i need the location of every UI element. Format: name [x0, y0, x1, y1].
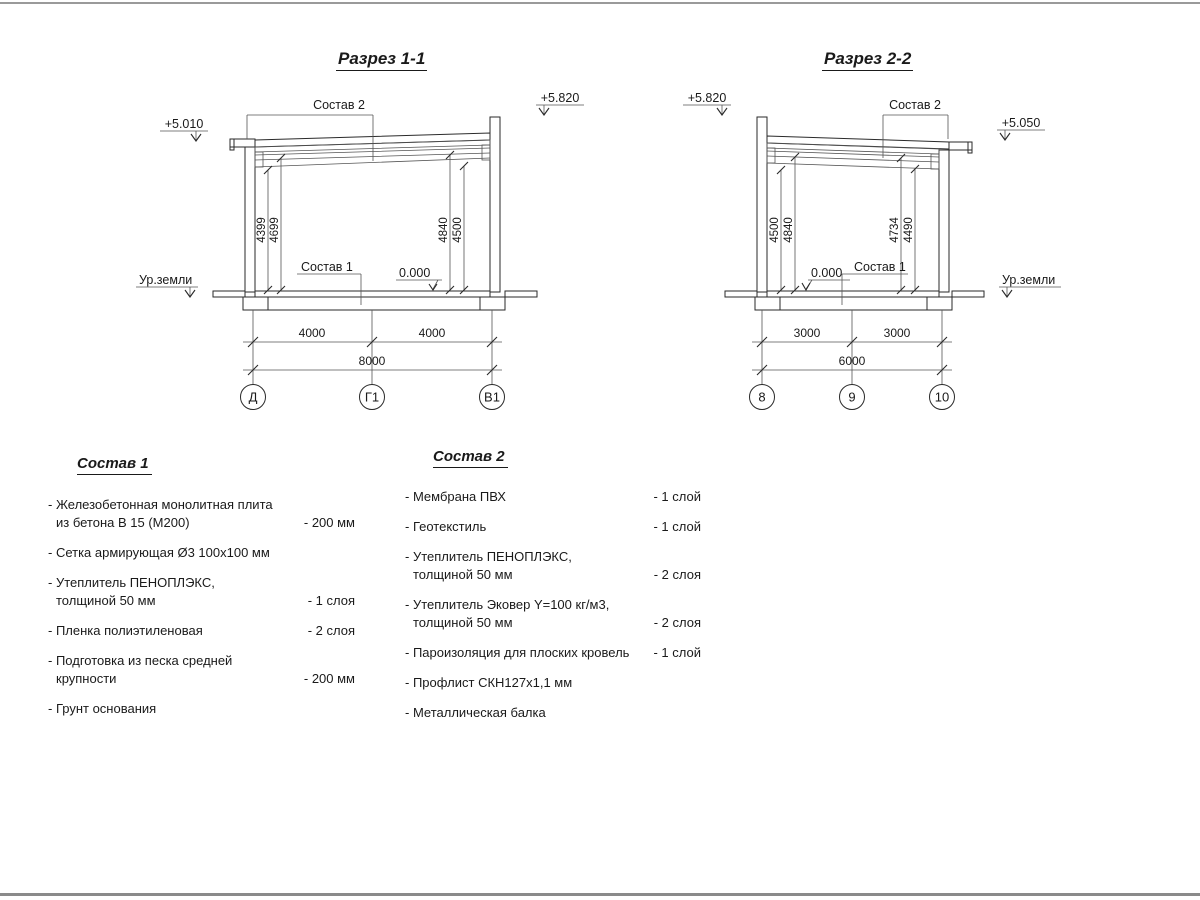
composition-1-list	[48, 455, 355, 730]
ground-strip-left	[213, 291, 245, 297]
axis-label: Г1	[364, 389, 380, 405]
roof-beams	[767, 151, 939, 169]
material-item	[405, 518, 701, 536]
elevation-label: +5.050	[1001, 116, 1041, 130]
drip-edge	[230, 139, 234, 150]
material-item	[48, 496, 355, 532]
comp1-callout	[297, 260, 361, 305]
material-name: - Сетка армирующая Ø3 100х100 мм	[48, 545, 270, 560]
material-qty: - 200 мм	[303, 671, 355, 686]
material-item	[405, 548, 701, 584]
eave-right	[949, 142, 972, 150]
floor-screed	[255, 291, 490, 297]
axis-label: 9	[848, 389, 856, 405]
material-item	[405, 644, 701, 662]
material-item	[405, 596, 701, 632]
elevation-left	[683, 91, 731, 115]
roof-screed	[255, 133, 490, 147]
comp2-label: Состав 2	[313, 98, 365, 112]
dim-label: 4490	[903, 217, 915, 243]
material-name: толщиной 50 мм	[413, 615, 513, 630]
zero-label: 0.000	[811, 266, 843, 280]
zero-level-mark	[802, 266, 850, 290]
comp1-label: Состав 1	[854, 260, 906, 274]
material-name: - Пароизоляция для плоских кровель	[405, 645, 630, 660]
material-name: - Подготовка из песка средней	[48, 653, 233, 668]
material-name: толщиной 50 мм	[56, 593, 156, 608]
wall-left-parapet	[757, 117, 767, 292]
ground-strip-right	[505, 291, 537, 297]
dim-label: 4500	[769, 217, 781, 243]
composition-2-heading: Состав 2	[433, 448, 508, 468]
dim-label: 4840	[438, 217, 450, 243]
wall-left	[245, 147, 255, 292]
material-name: - Металлическая балка	[405, 705, 546, 720]
elevation-right	[997, 116, 1045, 140]
ground-strip-right	[952, 291, 984, 297]
material-item	[48, 544, 355, 562]
material-name: толщиной 50 мм	[413, 567, 513, 582]
elevation-right	[536, 91, 584, 115]
material-qty: - 1 слоя	[307, 593, 355, 608]
material-item	[48, 574, 355, 610]
axis-bubbles	[750, 385, 955, 410]
bottom-dimensions	[752, 310, 952, 384]
material-qty: - 1 слой	[653, 519, 701, 534]
material-qty: - 2 слоя	[653, 615, 701, 630]
axis-label: 8	[758, 389, 766, 405]
zero-label: 0.000	[399, 266, 431, 280]
dim-label: 3000	[883, 326, 911, 340]
footing-left	[243, 297, 268, 310]
dim-label: 4000	[298, 326, 326, 340]
zero-level-mark	[396, 266, 442, 290]
material-item	[48, 700, 355, 718]
wall-right-parapet	[490, 117, 500, 292]
material-qty: - 2 слоя	[653, 567, 701, 582]
material-name: - Утеплитель ПЕНОПЛЭКС,	[48, 575, 215, 590]
dim-label: 3000	[793, 326, 821, 340]
material-name: - Утеплитель Эковер Y=100 кг/м3,	[405, 597, 610, 612]
floor-slab	[243, 297, 505, 310]
comp1-label: Состав 1	[301, 260, 353, 274]
footing-right	[927, 297, 952, 310]
material-name: из бетона В 15 (М200)	[56, 515, 190, 530]
axis-label: 10	[934, 389, 950, 405]
drip-edge	[968, 142, 972, 153]
dim-label: 6000	[838, 354, 866, 368]
roof-deck	[255, 140, 490, 152]
footing-left	[755, 297, 780, 310]
section-1-drawing	[136, 91, 584, 410]
elevation-left	[160, 117, 208, 141]
dim-label: 4840	[783, 217, 795, 243]
dim-label: 4734	[889, 217, 901, 243]
floor-slab	[755, 297, 952, 310]
material-name: - Профлист СКН127х1,1 мм	[405, 675, 573, 690]
ground-level-mark	[999, 273, 1061, 297]
material-name: - Железобетонная монолитная плита	[48, 497, 273, 512]
material-name: - Грунт основания	[48, 701, 157, 716]
material-qty: - 200 мм	[303, 515, 355, 530]
axis-label: В1	[484, 389, 500, 405]
material-item	[405, 674, 701, 692]
material-item	[48, 622, 355, 640]
material-name: - Геотекстиль	[405, 519, 487, 534]
material-qty: - 1 слой	[653, 645, 701, 660]
dim-label: 4699	[269, 217, 281, 243]
section-1-title: Разрез 1-1	[336, 49, 427, 71]
elevation-label: +5.820	[540, 91, 580, 105]
comp1-callout	[842, 260, 908, 305]
comp2-label: Состав 2	[889, 98, 941, 112]
dim-label: 8000	[358, 354, 386, 368]
wall-right	[939, 150, 949, 292]
dim-label: 4000	[418, 326, 446, 340]
dim-label: 4399	[256, 217, 268, 243]
corbel-left	[767, 148, 775, 163]
section-2-drawing	[683, 91, 1061, 410]
ground-label: Ур.земли	[1002, 273, 1056, 287]
material-item	[48, 652, 355, 688]
material-qty: - 2 слоя	[307, 623, 355, 638]
ground-strip-left	[725, 291, 757, 297]
roof-screed	[767, 136, 949, 149]
material-name: - Утеплитель ПЕНОПЛЭКС,	[405, 549, 572, 564]
material-name: - Пленка полиэтиленовая	[48, 623, 203, 638]
ground-label: Ур.земли	[139, 273, 193, 287]
ground-level-mark	[136, 273, 198, 297]
roof-deck	[767, 143, 939, 154]
section-2-title: Разрез 2-2	[822, 49, 913, 71]
composition-1-heading: Состав 1	[77, 455, 152, 475]
material-item	[405, 488, 701, 506]
footing-right	[480, 297, 505, 310]
material-name: крупности	[56, 671, 117, 686]
material-item	[405, 704, 701, 722]
elevation-label: +5.820	[687, 91, 727, 105]
bottom-dimensions	[243, 310, 502, 384]
elevation-label: +5.010	[164, 117, 204, 131]
axis-label: Д	[248, 389, 258, 405]
material-qty: - 1 слой	[653, 489, 701, 504]
material-name: - Мембрана ПВХ	[405, 489, 506, 504]
axis-bubbles	[241, 385, 505, 410]
composition-2-list	[405, 448, 701, 734]
interior-dims	[256, 151, 468, 294]
dim-label: 4500	[452, 217, 464, 243]
